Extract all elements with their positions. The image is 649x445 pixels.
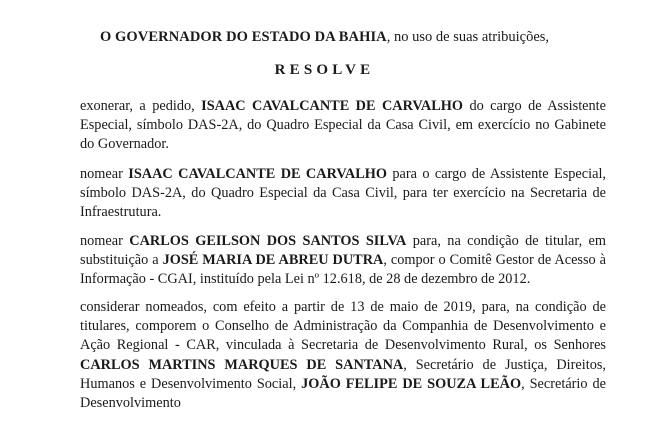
text-run: do cargo de Assistente Especial, símbolo DAS-2A, do Quadro Especial da Casa Civil, em exercício no Gabinete do Governador. bbox=[80, 98, 606, 153]
text-run: considerar nomeados, com efeito a partir de 13 de maio de 2019, para, na condição de titulares, comporem o Conselho de Administração da Companhia de Desenvolvimento e Ação Regional - CAR, vinculada à Secretaria de Desenvolvimento Rural, os Senhores bbox=[80, 299, 606, 354]
paragraph-nomear-isaac bbox=[80, 165, 606, 223]
paragraph-nomear-carlos bbox=[80, 232, 606, 290]
text-run: , compor o Comitê Gestor de Acesso à Informação - CGAI, instituído pela Lei nº 12.618, de 28 de dezembro de 2012. bbox=[80, 252, 607, 288]
person-name: CARLOS GEILSON DOS SANTOS SILVA bbox=[129, 233, 407, 249]
text-run: nomear bbox=[80, 166, 129, 182]
resolve-heading: RESOLVE bbox=[274, 62, 375, 78]
text-run: exonerar, a pedido, bbox=[80, 98, 202, 114]
text-run: , Secretário de Desenvolvimento bbox=[80, 375, 606, 412]
paragraph-exonerar bbox=[80, 97, 606, 155]
person-name: JOSÉ MARIA DE ABREU DUTRA bbox=[162, 252, 384, 269]
text-run: para, na condição de titular, em substituição a bbox=[80, 233, 606, 269]
header-rest: , no uso de suas atribuições, bbox=[386, 29, 550, 45]
text-run: , Secretário de Justiça, Direitos, Humanos e Desenvolvimento Social, bbox=[80, 356, 606, 392]
paragraph-considerar bbox=[80, 298, 606, 413]
person-name: ISAAC CAVALCANTE DE CARVALHO bbox=[201, 98, 464, 114]
person-name: JOÃO FELIPE DE SOUZA LEÃO bbox=[301, 375, 522, 392]
governor-title: O GOVERNADOR DO ESTADO DA BAHIA bbox=[99, 29, 387, 45]
header-line bbox=[0, 28, 649, 46]
person-name: CARLOS MARTINS MARQUES DE SANTANA bbox=[80, 356, 404, 373]
text-run: para o cargo de Assistente Especial, símbolo DAS-2A, do Quadro Especial da Casa Civil, para ter exercício na Secretaria de Infraestrutura. bbox=[80, 166, 606, 221]
person-name: ISAAC CAVALCANTE DE CARVALHO bbox=[128, 166, 387, 182]
text-run: nomear bbox=[80, 233, 130, 249]
